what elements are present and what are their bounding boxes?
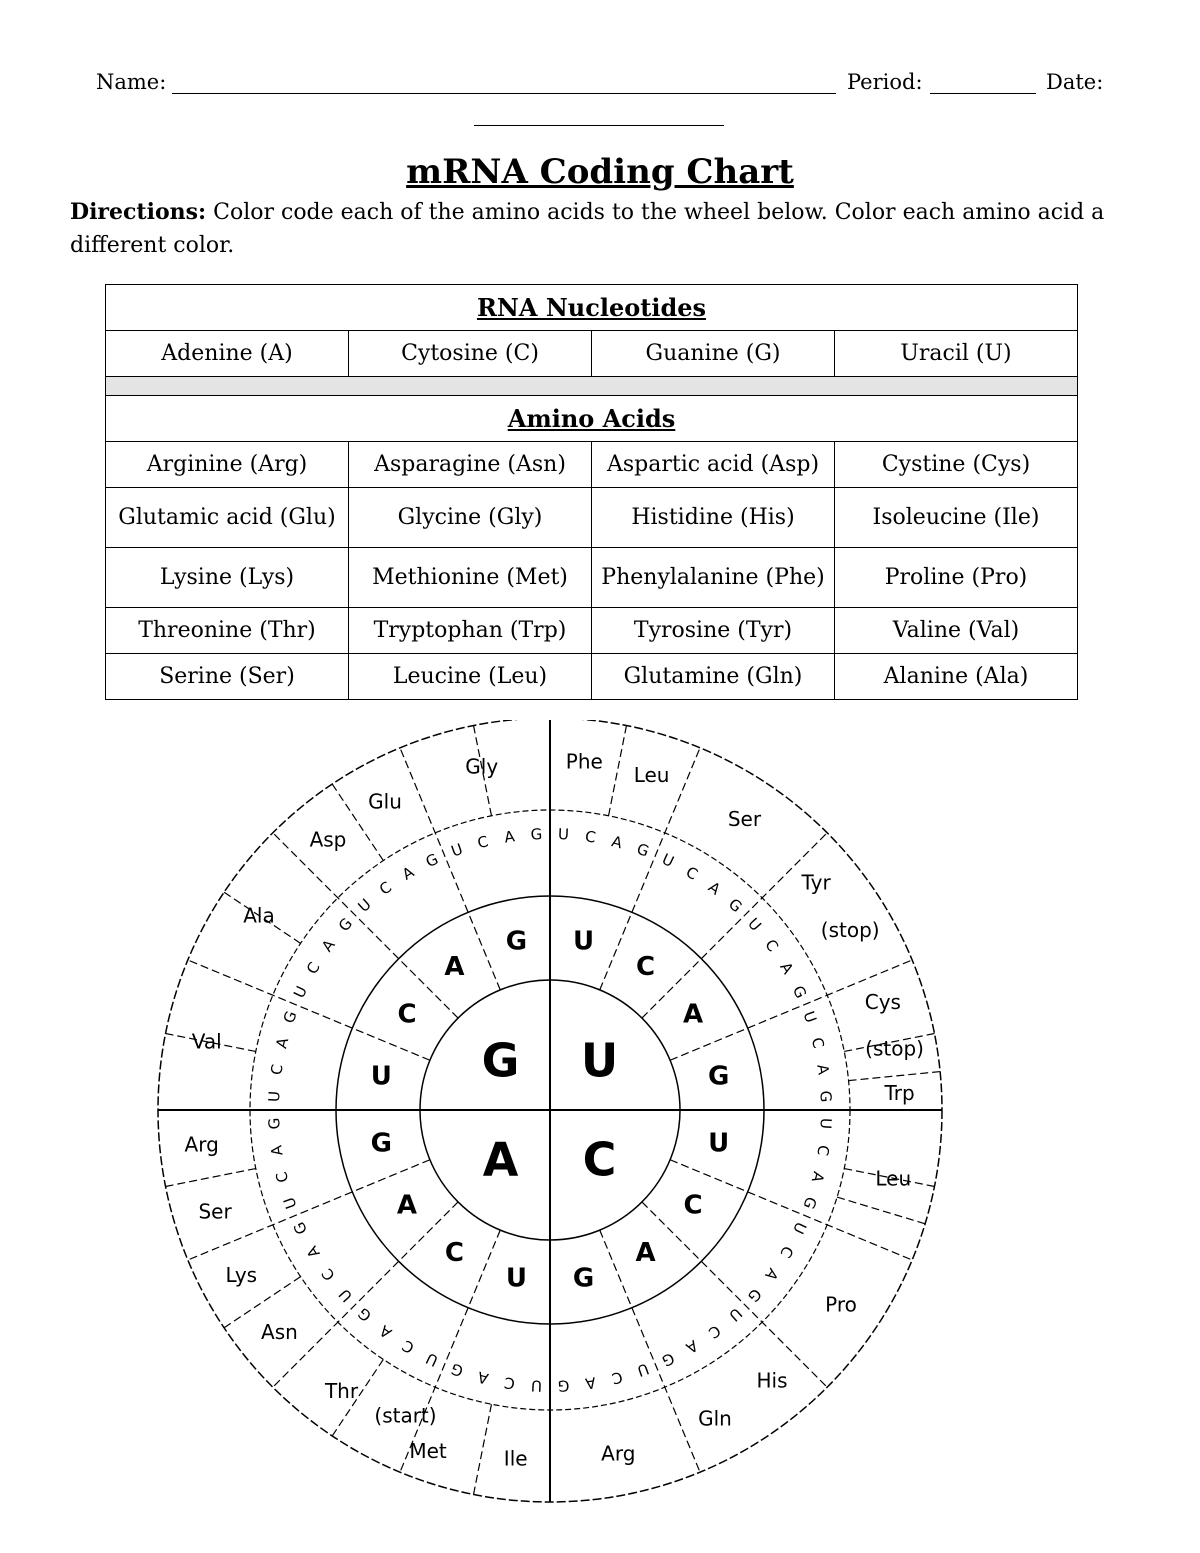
third-base-label: A xyxy=(376,1321,396,1343)
third-base-label: C xyxy=(704,1321,725,1343)
amino-acid-label: Val xyxy=(191,1029,222,1054)
period-field[interactable] xyxy=(930,93,1036,94)
amino-acid-label: Asn xyxy=(261,1320,298,1345)
third-base-label: A xyxy=(813,1063,833,1076)
amino-acid-label: Gly xyxy=(465,754,499,779)
third-base-label: C xyxy=(609,1367,625,1388)
amino-acid-label: Cys xyxy=(864,989,901,1014)
amino-acid-label: Glu xyxy=(368,789,402,814)
amino-acid-label: Leu xyxy=(875,1166,912,1191)
second-base-label: C xyxy=(683,1190,703,1221)
third-base-label: U xyxy=(557,825,570,844)
third-base-label: U xyxy=(789,1219,811,1237)
amino-acid-label: Pro xyxy=(825,1292,857,1317)
third-base-label: C xyxy=(375,877,396,899)
third-base-label: A xyxy=(503,827,516,847)
table-row xyxy=(106,488,1078,548)
third-base-label: G xyxy=(334,914,357,936)
second-base-label: C xyxy=(444,1238,464,1269)
codon-divider xyxy=(837,1197,925,1224)
third-base-label: C xyxy=(761,935,783,956)
third-base-label: C xyxy=(272,1169,293,1185)
amino-acid-cell: Proline (Pro) xyxy=(835,548,1078,608)
second-base-label: U xyxy=(572,926,595,957)
table-row xyxy=(106,442,1078,488)
third-base-label: A xyxy=(399,862,418,884)
amino-acid-cell: Threonine (Thr) xyxy=(106,608,349,654)
second-base-label: C xyxy=(397,999,417,1030)
third-base-label: U xyxy=(725,1304,746,1325)
page-title: mRNA Coding Chart xyxy=(406,152,794,192)
third-base-label: C xyxy=(503,1373,517,1393)
third-base-label: U xyxy=(634,1359,652,1381)
third-base-label: U xyxy=(744,914,765,935)
third-base-label: C xyxy=(399,1336,418,1358)
amino-acid-label: Arg xyxy=(601,1441,636,1466)
second-base-label: A xyxy=(396,1190,418,1221)
amino-acid-label: (start) xyxy=(374,1403,437,1428)
third-base-label: A xyxy=(682,1336,701,1358)
amino-acid-cell: Cystine (Cys) xyxy=(835,442,1078,488)
second-base-label: A xyxy=(635,1238,656,1269)
second-base-divider xyxy=(188,960,430,1060)
directions-text: Color code each of the amino acids to the wheel below. Color each amino acid a different color. xyxy=(70,200,1105,258)
amino-acid-cell: Methionine (Met) xyxy=(349,548,592,608)
amino-acid-cell: Glutamic acid (Glu) xyxy=(106,488,349,548)
third-base-label: G xyxy=(799,1194,821,1212)
third-base-label: G xyxy=(634,839,652,861)
table-divider xyxy=(106,377,1078,396)
nucleotides-heading: RNA Nucleotides xyxy=(106,285,1078,331)
first-base-label: C xyxy=(582,1132,617,1187)
date-field[interactable] xyxy=(474,125,724,126)
amino-acid-cell: Tryptophan (Trp) xyxy=(349,608,592,654)
amino-acid-label: Phe xyxy=(565,749,603,774)
amino-acid-cell: Isoleucine (Ile) xyxy=(835,488,1078,548)
table-row xyxy=(106,654,1078,700)
third-base-label: C xyxy=(807,1035,828,1051)
second-base-label: C xyxy=(636,951,656,982)
amino-acid-label: Ala xyxy=(243,903,275,928)
third-base-label: A xyxy=(584,1373,597,1393)
third-base-label: U xyxy=(279,1194,301,1212)
third-base-label: A xyxy=(761,1264,783,1284)
second-base-label: U xyxy=(370,1061,392,1092)
third-base-label: C xyxy=(682,862,701,884)
third-base-label: C xyxy=(475,832,491,853)
amino-acid-cell: Valine (Val) xyxy=(835,608,1078,654)
third-base-label: C xyxy=(302,959,324,978)
amino-acid-label: Ser xyxy=(198,1199,232,1224)
amino-acid-cell: Asparagine (Asn) xyxy=(349,442,592,488)
amino-acid-cell: Tyrosine (Tyr) xyxy=(592,608,835,654)
third-base-label: U xyxy=(659,849,677,871)
codon-divider xyxy=(474,1404,492,1494)
third-base-label: U xyxy=(799,1008,821,1026)
third-base-label: A xyxy=(267,1144,287,1157)
table-row xyxy=(106,608,1078,654)
amino-acid-label: Ile xyxy=(503,1446,528,1471)
third-base-label: C xyxy=(776,1242,798,1261)
third-base-label: C xyxy=(317,1264,339,1285)
third-base-label: G xyxy=(724,894,746,917)
nucleotide-cell: Adenine (A) xyxy=(106,331,349,377)
third-base-label: G xyxy=(354,1303,376,1326)
nucleotide-cell: Cytosine (C) xyxy=(349,331,592,377)
amino-acid-cell: Arginine (Arg) xyxy=(106,442,349,488)
third-base-label: A xyxy=(776,959,798,978)
amino-acid-label: Trp xyxy=(884,1080,915,1105)
amino-acid-label: Ser xyxy=(727,806,762,831)
third-base-label: A xyxy=(704,877,724,899)
amino-acid-cell: Lysine (Lys) xyxy=(106,548,349,608)
amino-acids-heading: Amino Acids xyxy=(106,396,1078,442)
third-base-label: G xyxy=(816,1090,835,1103)
third-base-label: G xyxy=(289,1218,312,1238)
third-base-label: U xyxy=(335,1285,356,1306)
table-row xyxy=(106,548,1078,608)
date-label: Date: xyxy=(1046,70,1104,94)
amino-acid-label: Leu xyxy=(633,763,670,788)
third-base-label: U xyxy=(816,1117,835,1130)
amino-acid-label: Met xyxy=(409,1438,447,1463)
amino-acid-label: His xyxy=(756,1368,788,1393)
third-base-label: U xyxy=(289,983,311,1001)
third-base-label: G xyxy=(557,1376,570,1395)
amino-acid-cell: Aspartic acid (Asp) xyxy=(592,442,835,488)
directions xyxy=(70,196,1140,262)
first-base-label: G xyxy=(481,1033,520,1088)
third-base-label: G xyxy=(743,1284,766,1306)
wheel-dividers xyxy=(158,720,942,1502)
third-base-label: U xyxy=(530,1376,543,1395)
third-base-label: U xyxy=(354,895,375,916)
second-base-label: A xyxy=(444,951,465,982)
codon-divider xyxy=(849,1072,941,1081)
amino-acid-cell: Leucine (Leu) xyxy=(349,654,592,700)
directions-label: Directions: xyxy=(70,199,207,225)
third-base-label: G xyxy=(658,1348,678,1371)
third-base-label: U xyxy=(423,1349,441,1371)
codon-divider xyxy=(609,726,627,816)
amino-acid-label: (stop) xyxy=(820,918,880,943)
amino-acid-label: (stop) xyxy=(865,1036,924,1061)
first-base-label: U xyxy=(580,1033,619,1088)
amino-acid-cell: Phenylalanine (Phe) xyxy=(592,548,835,608)
amino-acid-label: Tyr xyxy=(801,870,831,895)
third-base-label: G xyxy=(265,1117,284,1130)
third-base-label: A xyxy=(609,832,625,853)
third-base-label: C xyxy=(583,827,597,847)
third-base-label: A xyxy=(272,1035,293,1051)
third-base-label: A xyxy=(317,936,339,956)
third-base-label: C xyxy=(267,1063,287,1077)
third-base-label: G xyxy=(422,849,442,872)
second-base-label: G xyxy=(505,926,528,957)
nucleotide-cell: Uracil (U) xyxy=(835,331,1078,377)
third-base-label: U xyxy=(265,1090,284,1103)
reference-table xyxy=(105,284,1078,700)
amino-acid-label: Arg xyxy=(184,1132,219,1157)
second-base-label: U xyxy=(505,1263,528,1294)
third-base-label: G xyxy=(530,825,543,844)
second-base-label: G xyxy=(708,1061,730,1092)
period-label: Period: xyxy=(847,70,923,94)
third-base-label: G xyxy=(279,1008,301,1026)
second-base-label: U xyxy=(708,1128,730,1159)
third-base-label: A xyxy=(475,1367,491,1388)
first-base-label: A xyxy=(482,1132,519,1187)
third-base-label: U xyxy=(448,839,466,861)
codon-divider xyxy=(166,1169,256,1187)
nucleotide-cell: Guanine (G) xyxy=(592,331,835,377)
amino-acid-label: Lys xyxy=(225,1262,258,1287)
third-base-label: A xyxy=(302,1242,324,1261)
third-base-label: G xyxy=(448,1359,466,1381)
table-row xyxy=(106,331,1078,377)
amino-acid-label: Gln xyxy=(698,1406,732,1431)
amino-acid-cell: Serine (Ser) xyxy=(106,654,349,700)
name-field[interactable] xyxy=(172,93,836,94)
third-base-label: C xyxy=(813,1143,833,1157)
amino-acid-label: Thr xyxy=(324,1379,359,1404)
second-base-label: G xyxy=(572,1263,595,1294)
name-label: Name: xyxy=(96,70,167,94)
third-base-label: A xyxy=(807,1169,828,1185)
amino-acid-cell: Glutamine (Gln) xyxy=(592,654,835,700)
amino-acid-label: Asp xyxy=(309,827,347,852)
second-base-label: G xyxy=(370,1128,392,1159)
amino-acid-cell: Alanine (Ala) xyxy=(835,654,1078,700)
codon-wheel xyxy=(150,720,950,1520)
third-base-label: G xyxy=(788,982,811,1002)
amino-acid-cell: Histidine (His) xyxy=(592,488,835,548)
second-base-label: A xyxy=(682,999,704,1030)
amino-acid-cell: Glycine (Gly) xyxy=(349,488,592,548)
